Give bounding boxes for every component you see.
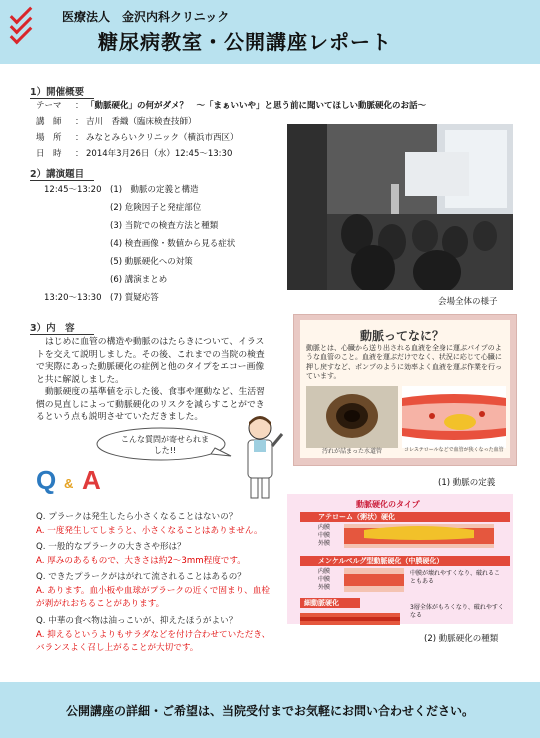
program-item: (2) 危険因子と発症部位 <box>110 203 202 213</box>
overview-theme: 「動脈硬化」の何がダメ？ ～「まぁいいや」と思う前に聞いてほしい動脈硬化のお話～ <box>86 101 427 111</box>
program-item: (1) 動脈の定義と構造 <box>110 185 199 195</box>
program-time: 12:45～13:20 <box>44 185 102 195</box>
overview-label: 講 師 <box>36 117 62 127</box>
overview-label: 場 所 <box>36 133 62 143</box>
qa-answer: A. 厚みのあるもので、大きさは約2～3mm程度です。 <box>36 556 246 566</box>
overview-label: 日 時 <box>36 149 62 159</box>
program-time: 13:20～13:30 <box>44 293 102 303</box>
slide2-title: 動脈硬化のタイプ <box>356 500 420 509</box>
photo-caption: 会場全体の様子 <box>438 297 498 307</box>
layer-label: 外膜 <box>318 584 331 591</box>
nurse-illustration <box>236 412 286 502</box>
layer-labels <box>318 524 330 548</box>
type-note: 中膜が壊れやすくなり、破れることもある <box>410 570 501 585</box>
colon-separator: ： <box>75 133 84 143</box>
program-item: (4) 検査画像・数値から見る症状 <box>110 239 236 249</box>
qa-answer: A. 一度発生してしまうと、小さくなることはありません。 <box>36 526 263 536</box>
speech-bubble-text: こんな質問が寄せられました!! <box>121 435 209 455</box>
artery-layer-diagram <box>344 568 404 592</box>
overview-label: テーマ <box>36 101 62 111</box>
overview-date: 2014年3月26日（水）12:45～13:30 <box>86 149 233 159</box>
slide1-label-right: コレステロールなどで血管が狭くなった血管 <box>404 447 504 453</box>
colon-separator: ： <box>75 149 84 159</box>
section-heading-program: 2）講演題目 <box>30 166 94 181</box>
qa-logo-q: Q <box>36 465 57 495</box>
type-name: 細動脈硬化 <box>304 599 339 607</box>
slide1-caption: (1) 動脈の定義 <box>438 478 496 488</box>
type-name: メンケルベルグ型動脈硬化（中膜硬化） <box>318 557 444 565</box>
layer-label: 内膜 <box>318 524 331 531</box>
slide1-bullet: 動脈とは、心臓から送り出される血液を全身に運ぶパイプのような血管のこと。血液を運ぶだけでなく、状況に応じて心臓に押し戻すなど、ポンプのように効率よく血液を運ぶ作業を行っています。 <box>306 344 502 381</box>
layer-label: 中膜 <box>318 576 331 583</box>
slide2-caption: (2) 動脈硬化の種類 <box>424 634 499 644</box>
venue-photo <box>287 124 513 290</box>
layer-label: 中膜 <box>318 532 331 539</box>
section-heading-content: 3）内 容 <box>30 320 94 335</box>
program-item: (5) 動脈硬化への対策 <box>110 257 193 267</box>
clinic-name: 医療法人 金沢内科クリニック <box>62 10 230 24</box>
artery-layer-diagram <box>300 610 400 622</box>
qa-logo-amp: & <box>64 476 74 491</box>
layer-labels <box>318 568 330 592</box>
qa-question: Q. 中華の食べ物は油っこいが、抑えたほうがよい？ <box>36 616 238 626</box>
footer-contact-text: 公開講座の詳細・ご希望は、当院受付までお気軽にお問い合わせください。 <box>65 704 474 718</box>
qa-logo-a: A <box>82 465 101 495</box>
colon-separator: ： <box>75 101 84 111</box>
program-item: (7) 質疑応答 <box>110 293 159 303</box>
qa-question: Q. できたプラークがはがれて流されることはあるの？ <box>36 572 246 582</box>
colon-separator: ： <box>75 117 84 127</box>
type-note: 3層全体がもろくなり、破れやすくなる <box>410 604 504 619</box>
overview-venue: みなとみらいクリニック（横浜市西区） <box>86 133 239 143</box>
narrowed-artery-image <box>402 386 506 448</box>
slide1-title: 動脈ってなに？ <box>360 329 445 343</box>
slide1-label-left: 汚れが詰まった水道管 <box>322 448 383 455</box>
artery-layer-diagram <box>344 524 494 548</box>
program-item: (3) 当院での検査方法と種類 <box>110 221 219 231</box>
overview-lecturer: 吉川 香織（臨床検査技師） <box>86 117 197 127</box>
content-paragraph: 動脈硬度の基準値を示した後、食事や運動など、生活習慣の見直しによって動脈硬化のリスクを減らすことができるという点も説明させていただきました。 <box>36 387 265 423</box>
content-paragraph: はじめに血管の構造や動脈のはたらきについて、イラストを交えて説明しました。その後、これまでの当院の検査で実際にあった動脈硬化の症例と他のタイプをエコー画像と共に解説しました。 <box>36 337 265 385</box>
type-name: アテローム（粥状）硬化 <box>318 513 395 521</box>
layer-label: 外膜 <box>318 540 331 547</box>
section-heading-overview: 1）開催概要 <box>30 84 94 99</box>
qa-question: Q. 一般的なプラークの大きさや形は？ <box>36 542 186 552</box>
qa-answer: A. あります。血小板や血球がプラークの近くで固まり、血栓が剥がれおちることがあります。 <box>36 586 270 609</box>
program-item: (6) 講演まとめ <box>110 275 168 285</box>
clogged-pipe-image <box>306 386 398 448</box>
qa-question: Q. プラークは発生したら小さくなることはないの？ <box>36 512 238 522</box>
page-title: 糖尿病教室・公開講座レポート <box>98 30 392 54</box>
qa-answer: A. 抑えるというよりもサラダなどを付け合わせていただき、バランスよく召し上がることが大切です。 <box>36 630 271 653</box>
layer-label: 内膜 <box>318 568 331 575</box>
